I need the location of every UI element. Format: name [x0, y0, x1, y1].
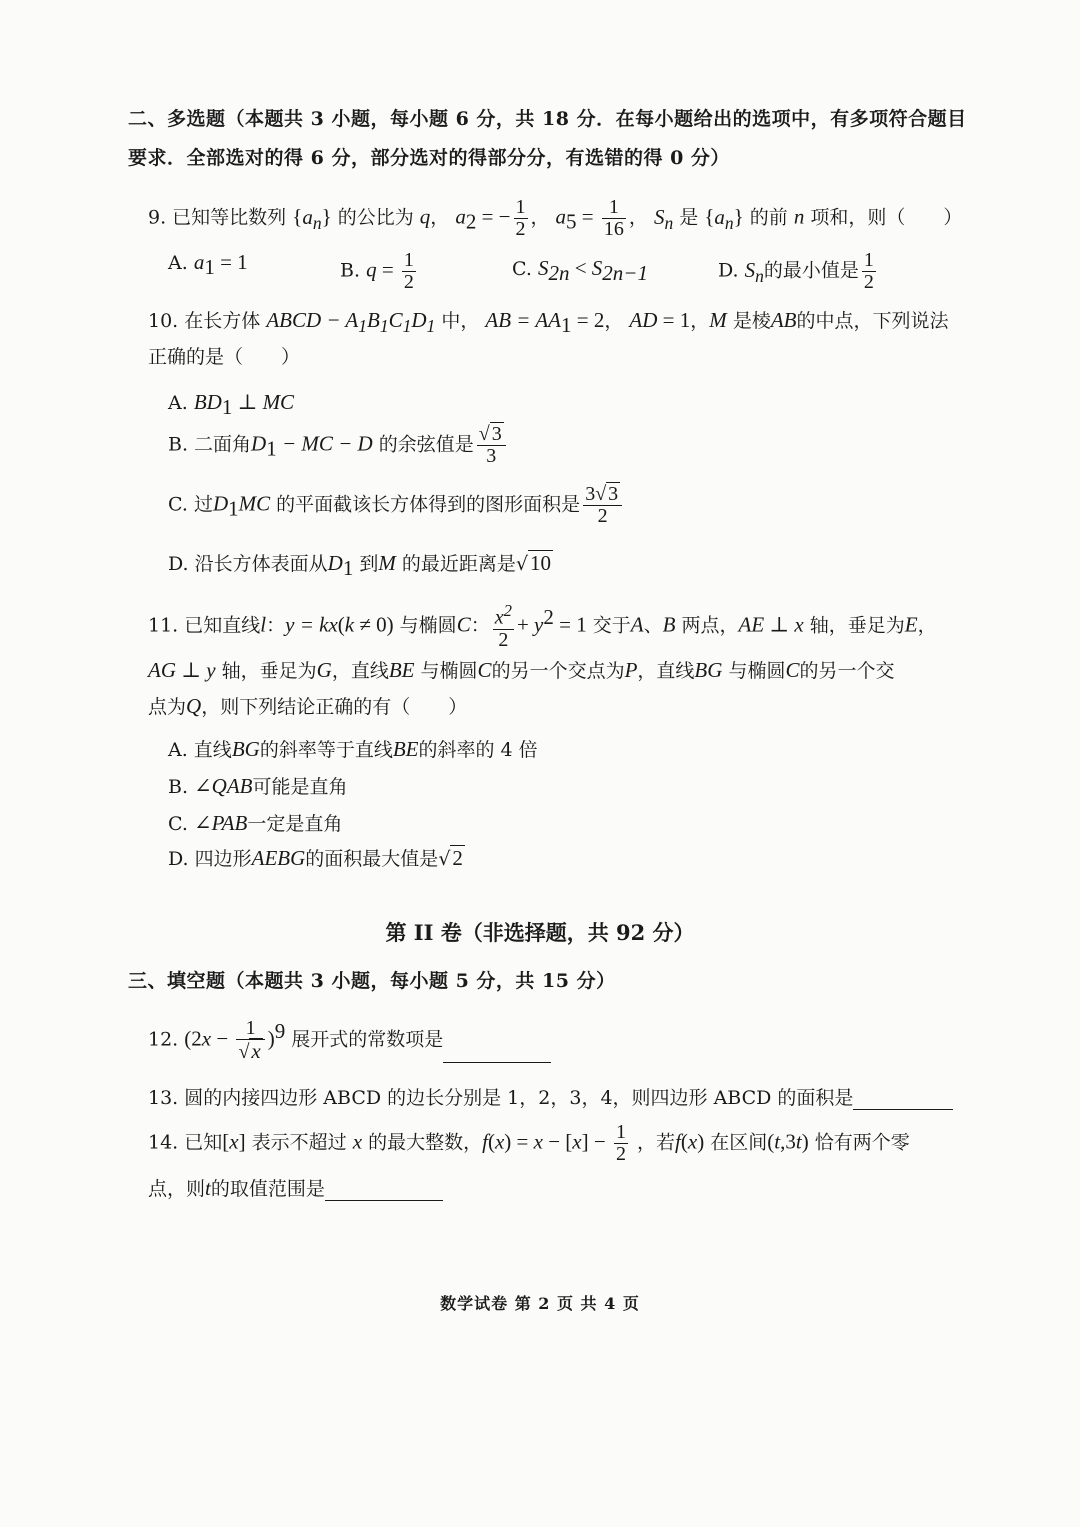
q14-stem: 14. 已知[x] 表示不超过 x 的最大整数，f(x) = x − [x] − $\frac{1}{2}$ ，若f(x) 在区间(t,3t) 恰有两个零: [148, 1121, 910, 1165]
q9-option-b: B. q = $\frac{1}{2}$: [340, 249, 414, 293]
q9-option-c: C. $S_{2n} < S_{2n-1}$: [512, 256, 648, 285]
q10-option-a: A. $BD_1$ ⊥ MC: [168, 390, 295, 419]
q13: 13. 圆的内接四边形 ABCD 的边长分别是 1，2，3，4，则四边形 ABCD 的面积是: [148, 1087, 953, 1110]
page-footer: 数学试卷 第 2 页 共 4 页: [440, 1294, 640, 1313]
section2-heading-line1: 二、多选题（本题共 3 小题，每小题 6 分，共 18 分．在每小题给出的选项中，有多项符合题目: [128, 108, 967, 130]
q10-option-d: D. 沿长方体表面从$D_1$ 到M 的最近距离是√10: [168, 551, 552, 580]
q11-stem-line2: AG ⊥ y 轴，垂足为G，直线BE 与椭圆C的另一个交点为P，直线BG 与椭圆C的另一个交: [148, 658, 895, 682]
q11-option-c: C. ∠PAB一定是直角: [168, 811, 343, 835]
q9-option-a: A. $a_1 = 1$: [168, 250, 248, 279]
q12: 12. (2x − $\frac{1}{√x}$ )$^9$ 展开式的常数项是: [148, 1018, 551, 1063]
q10-stem: 10. 在长方体 ABCD − $A_1B_1C_1D_1$ 中， AB = $AA_1 = 2$， AD = 1，M 是棱AB的中点，下列说法: [148, 308, 949, 337]
q14-stem-line2: 点，则t的取值范围是: [148, 1176, 443, 1201]
q10-option-b: B. 二面角$D_1$ − MC − D 的余弦值是 $\frac{√ 3}{3}$: [168, 424, 509, 467]
q9-stem: 9. 已知等比数列 $\{a_n\}$ 的公比为 q， $a_2$ = − $\frac{1}{2}$ ， $a_5$ = $\frac{1}{16}$ ， $S_n$ 是 $\{a_n\}$ 的前 n 项和，则（ ）: [148, 196, 963, 240]
q10-option-c: C. 过$D_1MC$ 的平面截该长方体得到的图形面积是 $\frac{3√ 3}{2}$: [168, 484, 625, 527]
q11-option-d: D. 四边形AEBG的面积最大值是√2: [168, 846, 463, 870]
q11-stem: 11. 已知直线l：y = kx(k ≠ 0) 与椭圆C： $\frac{x^2}{2}$ + $y^2 = 1$ 交于A、B 两点，AE ⊥ x 轴，垂足为E，: [148, 601, 937, 651]
q14-answer-blank[interactable]: [325, 1200, 443, 1201]
section3-heading: 三、填空题（本题共 3 小题，每小题 5 分，共 15 分）: [128, 970, 616, 992]
part2-title: 第 II 卷（非选择题，共 92 分）: [385, 920, 695, 945]
q12-answer-blank[interactable]: [443, 1062, 551, 1063]
q10-stem-line2: 正确的是（ ）: [148, 346, 301, 368]
q13-answer-blank[interactable]: [853, 1109, 953, 1110]
q9-options: [168, 250, 248, 280]
q11-option-a: A. 直线BG的斜率等于直线BE的斜率的 4 倍: [168, 737, 538, 761]
q11-stem-line3: 点为Q，则下列结论正确的有（ ）: [148, 694, 468, 718]
q9-option-d: D. $S_n$的最小值是 $\frac{1}{2}$: [718, 249, 874, 293]
q11-option-b: B. ∠QAB可能是直角: [168, 774, 348, 798]
section2-heading-line2: 要求．全部选对的得 6 分，部分选对的得部分分，有选错的得 0 分）: [128, 147, 730, 169]
